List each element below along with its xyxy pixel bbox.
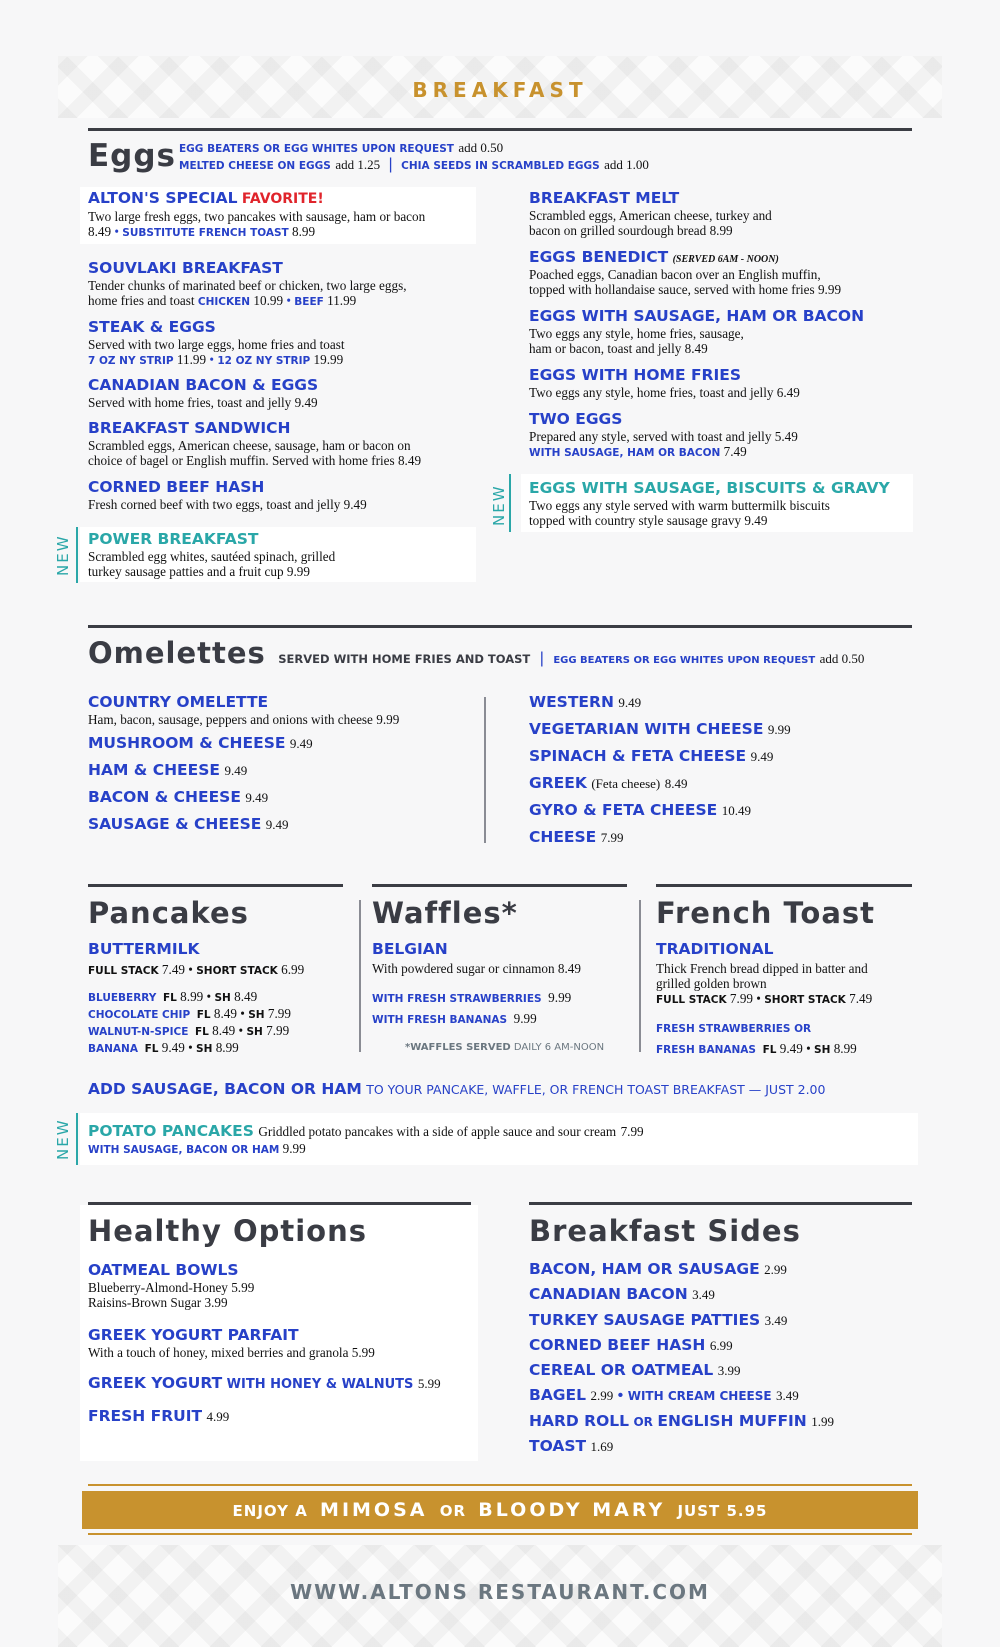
fresh-fruit-item: FRESH FRUIT 4.99 bbox=[88, 1407, 230, 1425]
list-item: HARD ROLL OR ENGLISH MUFFIN 1.99 bbox=[529, 1411, 834, 1430]
list-item: WESTERN 9.49 bbox=[529, 693, 642, 711]
souvlaki-item: SOUVLAKI BREAKFAST Tender chunks of marinated beef or chicken, two large eggs, home fries and toast CHICKEN 10.99 • BEEF 11.99 bbox=[88, 259, 407, 308]
mimosa-label: MIMOSA bbox=[320, 1499, 428, 1521]
list-item: BLUEBERRY FL 8.99 • SH 8.49 bbox=[88, 989, 258, 1004]
new-marker-bar bbox=[76, 527, 78, 583]
breakfast-sandwich-item: BREAKFAST SANDWICH Scrambled eggs, American cheese, sausage, ham or bacon on choice of bagel or English muffin. Served with home fries 8.49 bbox=[88, 419, 422, 468]
eggs-home-fries-item: EGGS WITH HOME FRIES Two eggs any style, home fries, toast and jelly 6.49 bbox=[529, 366, 800, 400]
oatmeal-item: OATMEAL BOWLS Blueberry-Almond-Honey 5.99 Raisins-Brown Sugar 3.99 bbox=[88, 1261, 255, 1310]
item-name: TWO EGGS bbox=[529, 410, 623, 428]
two-eggs-item: TWO EGGS Prepared any style, served with toast and jelly 5.49 WITH SAUSAGE, HAM OR BACON 7.49 bbox=[529, 410, 798, 459]
bloody-mary-label: BLOODY MARY bbox=[478, 1499, 666, 1521]
item-name: CORNED BEEF HASH bbox=[88, 478, 265, 496]
french-toast-title: French Toast bbox=[656, 896, 876, 930]
list-item: MUSHROOM & CHEESE 9.49 bbox=[88, 734, 313, 752]
banner-rule-bottom bbox=[88, 1533, 912, 1535]
list-item: BACON & CHEESE 9.49 bbox=[88, 788, 269, 806]
item-name: BREAKFAST SANDWICH bbox=[88, 419, 291, 437]
sides-list bbox=[529, 1260, 834, 1462]
item-name: BREAKFAST MELT bbox=[529, 189, 680, 207]
waffles-rule bbox=[372, 884, 627, 887]
new-marker-bar bbox=[509, 474, 511, 532]
list-item: GREEK (Feta cheese) 8.49 bbox=[529, 774, 688, 792]
corned-beef-hash-item: CORNED BEEF HASH Fresh corned beef with two eggs, toast and jelly 9.49 bbox=[88, 478, 367, 512]
item-name: EGGS WITH SAUSAGE, BISCUITS & GRAVY bbox=[529, 479, 890, 497]
waffles-title: Waffles* bbox=[372, 896, 518, 930]
eggs-title: Eggs bbox=[88, 138, 177, 174]
list-item: CEREAL OR OATMEAL 3.99 bbox=[529, 1361, 741, 1380]
french-toast-rule bbox=[656, 884, 912, 887]
potato-pancakes-item: POTATO PANCAKES Griddled potato pancakes with a side of apple sauce and sour cream 7.99 WITH SAUSAGE, BACON OR HAM 9.99 bbox=[88, 1122, 644, 1156]
pancakes-rule bbox=[88, 884, 343, 887]
list-item: WALNUT-N-SPICE FL 8.49 • SH 7.99 bbox=[88, 1023, 290, 1038]
list-item: WITH FRESH BANANAS 9.99 bbox=[372, 1011, 537, 1026]
item-name: EGGS BENEDICT bbox=[529, 248, 669, 266]
favorite-badge: FAVORITE! bbox=[241, 191, 324, 207]
french-toast-list: TRADITIONAL Thick French bread dipped in batter and grilled golden brown FULL STACK 7.99 • SHORT STACK 7.49 FRESH STRAWBERRIES OR FRESH BANANAS FL 9.49 • SH 8.99 bbox=[656, 940, 873, 1056]
eggs-benedict-item: EGGS BENEDICT (SERVED 6AM - NOON) Poached eggs, Canadian bacon over an English muffin, topped with hollandaise sauce, served with home fries 9.99 bbox=[529, 248, 842, 297]
healthy-list bbox=[88, 1261, 441, 1426]
pancakes-list: BUTTERMILK FULL STACK 7.49 • SHORT STACK 6.99 BLUEBERRY FL 8.99 • SH 8.49 CHOCOLATE CHIP FL 8.49 • SH 7.99 WALNUT-N-SPICE FL 8.49 • SH 7.99 BANANA FL 9.49 • SH 8.99 bbox=[88, 940, 305, 1055]
steak-eggs-item: STEAK & EGGS Served with two large eggs, home fries and toast 7 OZ NY STRIP 11.99 • 12 OZ NY STRIP 19.99 bbox=[88, 318, 345, 367]
item-name: CANADIAN BACON & EGGS bbox=[88, 376, 319, 394]
eggs-notes: EGG BEATERS OR EGG WHITES UPON REQUEST add 0.50 MELTED CHEESE ON EGGS add 1.25 | CHIA SEEDS IN SCRAMBLED EGGS add 1.00 bbox=[179, 140, 649, 173]
greek-yogurt-item: GREEK YOGURT WITH HONEY & WALNUTS 5.99 bbox=[88, 1374, 441, 1392]
item-name: SOUVLAKI BREAKFAST bbox=[88, 259, 283, 277]
banner-rule-top bbox=[88, 1484, 912, 1486]
omelettes-divider bbox=[484, 697, 486, 843]
melted-cheese-note: MELTED CHEESE ON EGGS bbox=[179, 160, 331, 172]
omelettes-header: Omelettes SERVED WITH HOME FRIES AND TOAST | EGG BEATERS OR EGG WHITES UPON REQUEST add 0.50 bbox=[88, 636, 865, 670]
new-label: NEW bbox=[54, 534, 72, 576]
new-label: NEW bbox=[490, 484, 508, 526]
buttermilk-label: BUTTERMILK bbox=[88, 940, 200, 958]
healthy-title: Healthy Options bbox=[88, 1214, 368, 1248]
altons-special-item: ALTON'S SPECIAL FAVORITE! Two large fresh eggs, two pancakes with sausage, ham or bacon 8.49 • SUBSTITUTE FRENCH TOAST 8.99 bbox=[88, 189, 426, 239]
sides-title: Breakfast Sides bbox=[529, 1214, 801, 1248]
list-item: BANANA FL 9.49 • SH 8.99 bbox=[88, 1040, 239, 1055]
list-item: GYRO & FETA CHEESE 10.49 bbox=[529, 801, 751, 819]
list-item: CHEESE 7.99 bbox=[529, 828, 624, 846]
list-item: BAGEL 2.99 • WITH CREAM CHEESE 3.49 bbox=[529, 1386, 799, 1405]
eggs-rule bbox=[88, 128, 912, 131]
list-item: SPINACH & FETA CHEESE 9.49 bbox=[529, 747, 774, 765]
item-name: STEAK & EGGS bbox=[88, 318, 216, 336]
breakfast-melt-item: BREAKFAST MELT Scrambled eggs, American cheese, turkey and bacon on grilled sourdough bread 8.99 bbox=[529, 189, 772, 238]
omelettes-left-list bbox=[88, 734, 313, 842]
list-item: CORNED BEEF HASH 6.99 bbox=[529, 1335, 733, 1354]
add-meat-note: ADD SAUSAGE, BACON OR HAM TO YOUR PANCAKE, WAFFLE, OR FRENCH TOAST BREAKFAST — JUST 2.00 bbox=[88, 1080, 826, 1098]
pancakes-title: Pancakes bbox=[88, 896, 249, 930]
list-item: HAM & CHEESE 9.49 bbox=[88, 761, 248, 779]
item-name: EGGS WITH HOME FRIES bbox=[529, 366, 741, 384]
list-item: TURKEY SAUSAGE PATTIES 3.49 bbox=[529, 1310, 788, 1329]
canadian-bacon-eggs-item: CANADIAN BACON & EGGS Served with home fries, toast and jelly 9.49 bbox=[88, 376, 319, 410]
item-name: POWER BREAKFAST bbox=[88, 530, 259, 548]
item-name: ALTON'S SPECIAL bbox=[88, 189, 238, 207]
new-marker-bar bbox=[76, 1113, 78, 1165]
list-item: VEGETARIAN WITH CHEESE 9.99 bbox=[529, 720, 791, 738]
list-item: SAUSAGE & CHEESE 9.49 bbox=[88, 815, 289, 833]
menu-title: BREAKFAST bbox=[412, 78, 588, 102]
item-name: EGGS WITH SAUSAGE, HAM OR BACON bbox=[529, 307, 865, 325]
parfait-item: GREEK YOGURT PARFAIT With a touch of honey, mixed berries and granola 5.99 bbox=[88, 1326, 375, 1360]
egg-beaters-note: EGG BEATERS OR EGG WHITES UPON REQUEST bbox=[179, 143, 454, 155]
waffles-divider bbox=[639, 900, 641, 1052]
sides-rule bbox=[529, 1202, 912, 1205]
traditional-label: TRADITIONAL bbox=[656, 940, 774, 958]
eggs-biscuits-gravy-item: EGGS WITH SAUSAGE, BISCUITS & GRAVY Two eggs any style served with warm buttermilk biscuits topped with country style sausage gravy 9.49 bbox=[529, 479, 890, 528]
waffles-list: BELGIAN With powdered sugar or cinnamon 8.49 WITH FRESH STRAWBERRIES 9.99 WITH FRESH BANANAS 9.99 bbox=[372, 940, 581, 1030]
list-item: TOAST 1.69 bbox=[529, 1437, 614, 1456]
pancakes-divider bbox=[359, 900, 361, 1052]
list-item: CANADIAN BACON 3.49 bbox=[529, 1285, 715, 1304]
country-omelette-item: COUNTRY OMELETTE Ham, bacon, sausage, peppers and onions with cheese 9.99 bbox=[88, 693, 400, 727]
power-breakfast-item: POWER BREAKFAST Scrambled egg whites, sautéed spinach, grilled turkey sausage patties and a fruit cup 9.99 bbox=[88, 530, 336, 579]
waffles-note: *WAFFLES SERVED DAILY 6 AM-NOON bbox=[405, 1042, 605, 1053]
healthy-rule bbox=[88, 1202, 471, 1205]
drinks-banner: ENJOY A MIMOSA OR BLOODY MARY JUST 5.95 bbox=[82, 1491, 918, 1529]
omelettes-title: Omelettes bbox=[88, 636, 266, 670]
list-item: WITH FRESH STRAWBERRIES 9.99 bbox=[372, 990, 572, 1005]
chia-seeds-note: CHIA SEEDS IN SCRAMBLED EGGS bbox=[401, 160, 600, 172]
website-link[interactable]: WWW.ALTONS RESTAURANT.COM bbox=[290, 1580, 710, 1604]
item-name: COUNTRY OMELETTE bbox=[88, 693, 269, 711]
belgian-label: BELGIAN bbox=[372, 940, 448, 958]
omelettes-rule bbox=[88, 625, 912, 628]
list-item: CHOCOLATE CHIP FL 8.49 • SH 7.99 bbox=[88, 1006, 291, 1021]
eggs-sausage-item: EGGS WITH SAUSAGE, HAM OR BACON Two eggs any style, home fries, sausage, ham or bacon, toast and jelly 8.49 bbox=[529, 307, 865, 356]
item-name: POTATO PANCAKES bbox=[88, 1122, 254, 1140]
new-label: NEW bbox=[54, 1118, 72, 1160]
list-item: BACON, HAM OR SAUSAGE 2.99 bbox=[529, 1260, 787, 1278]
omelettes-right-list bbox=[529, 693, 791, 855]
